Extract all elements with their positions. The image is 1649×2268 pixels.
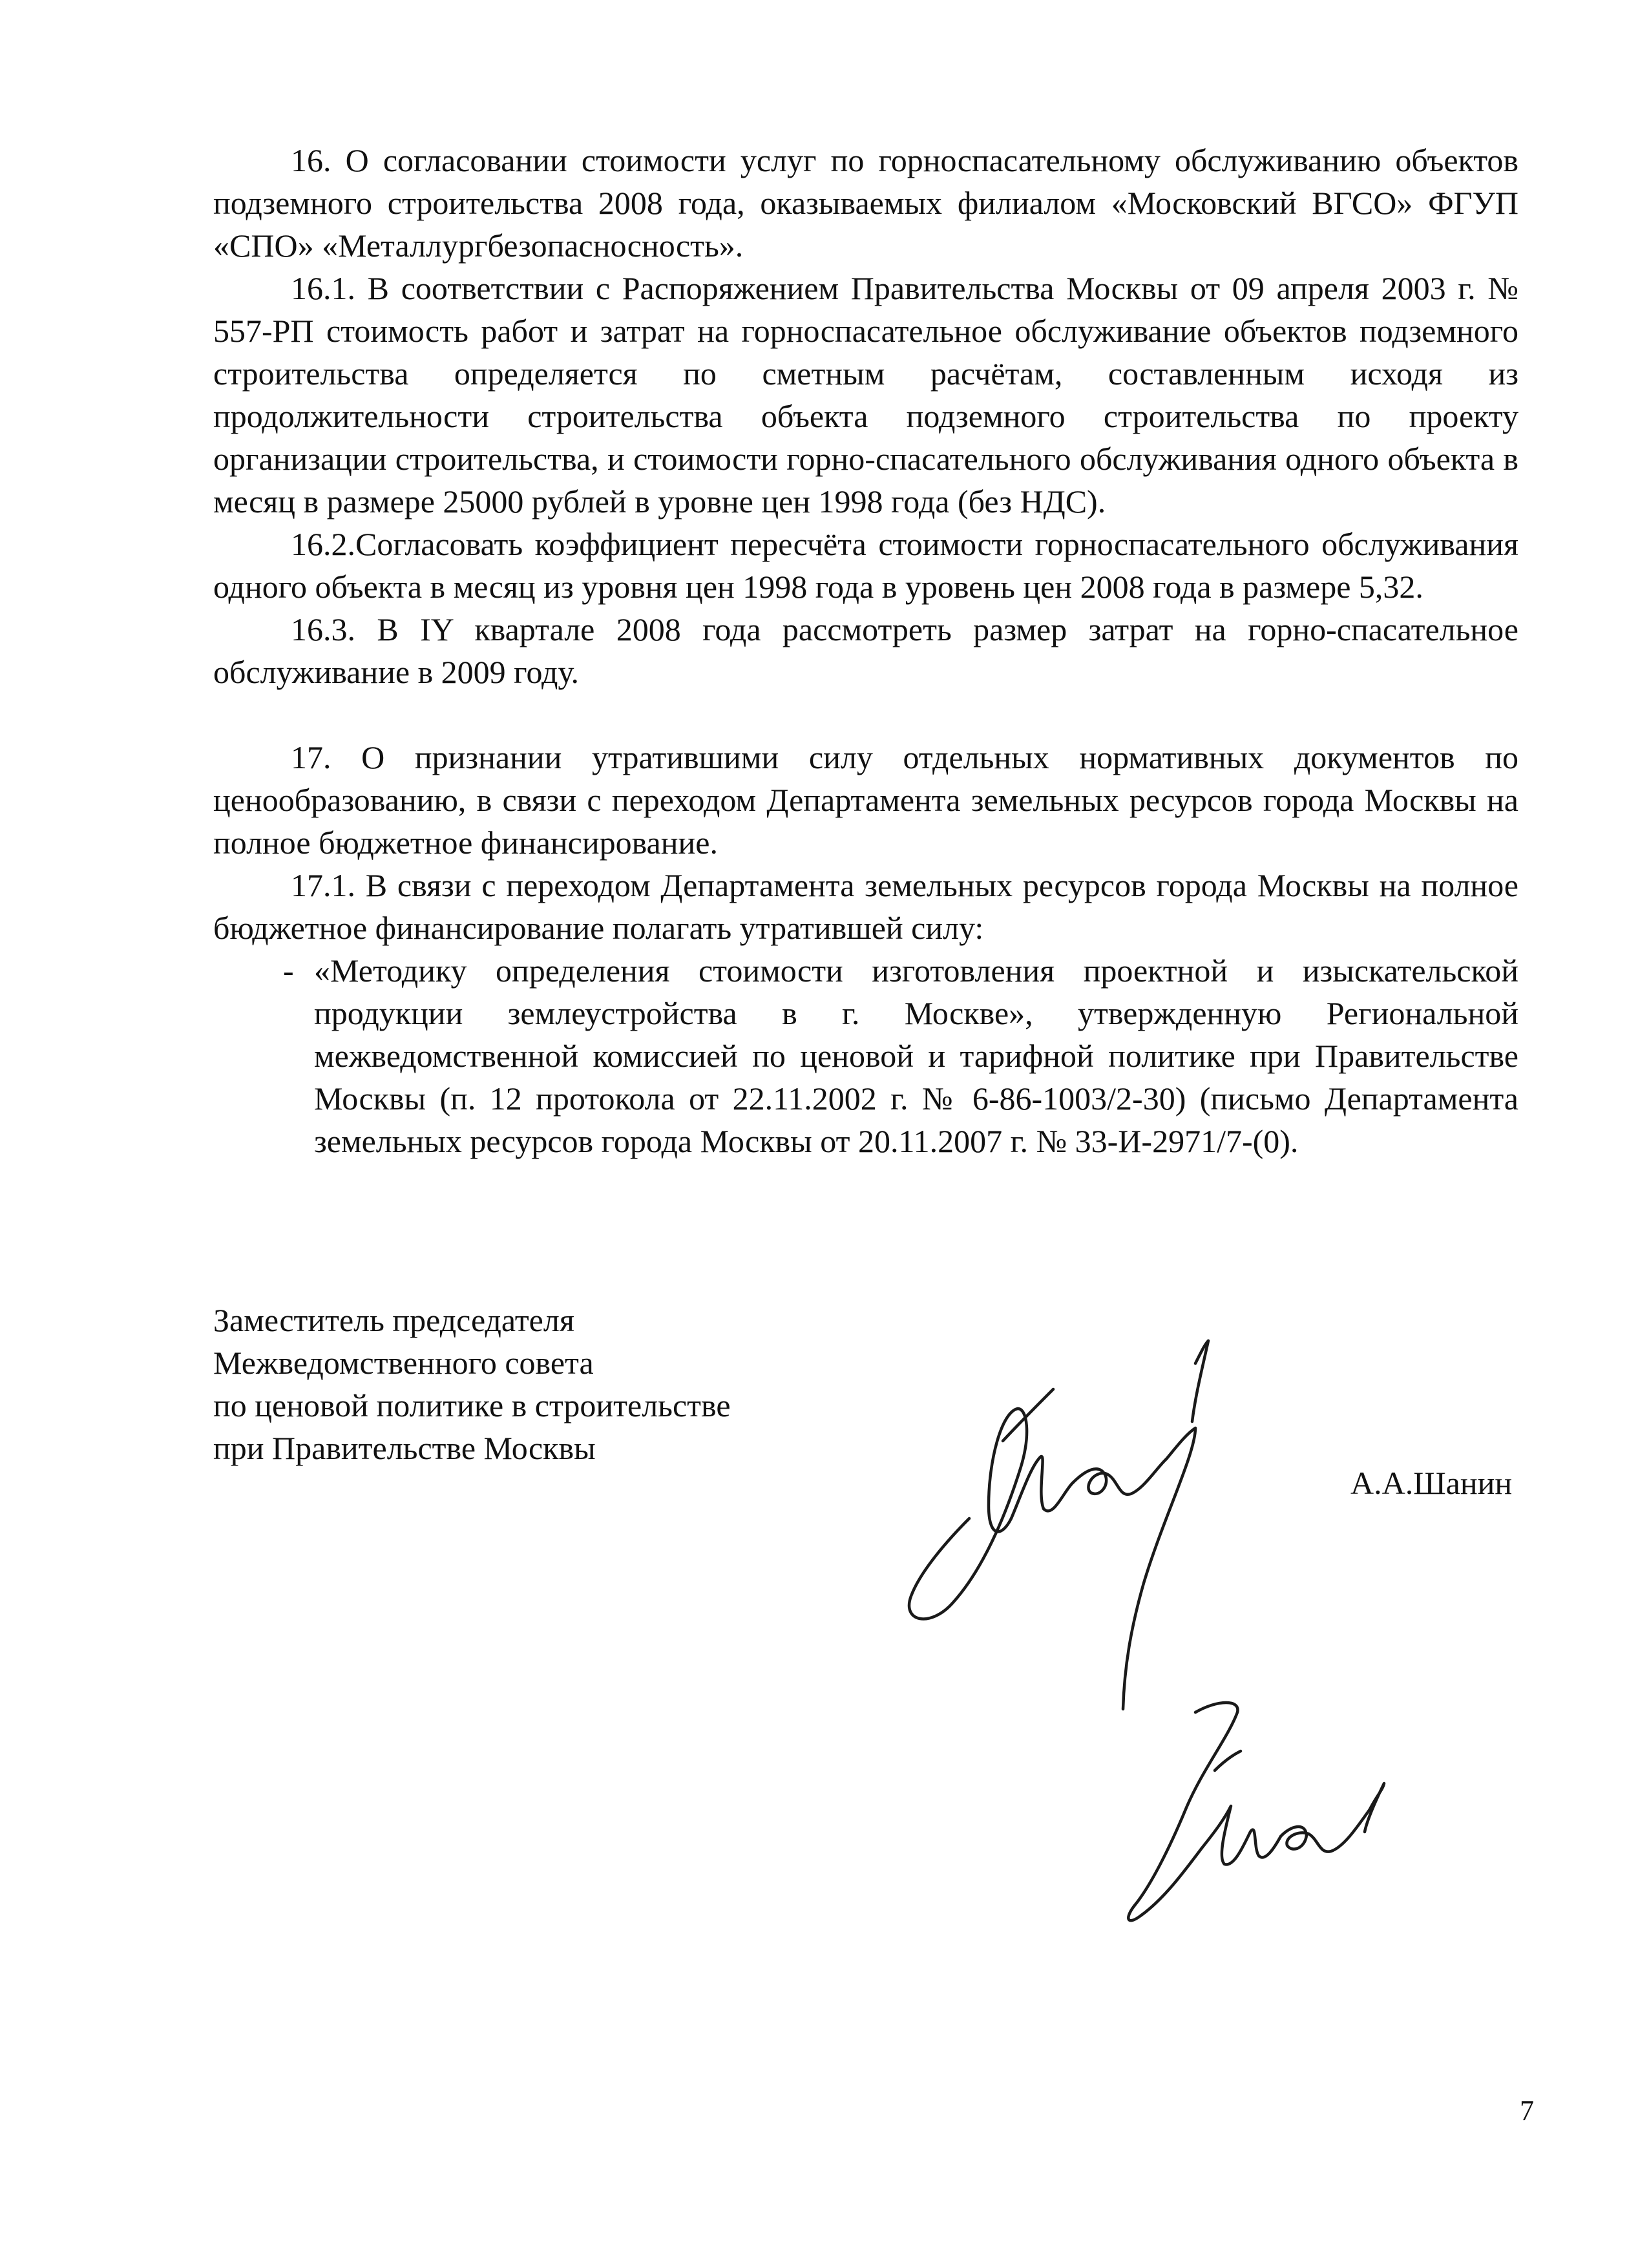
- handwritten-signature: [892, 1325, 1279, 1725]
- signatory-title-line: по ценовой политике в строительстве: [213, 1387, 731, 1423]
- paragraph-16-2: 16.2.Согласовать коэффициент пересчёта стоимости горноспасательного обслуживания одного объекта в месяц из уровня цен 1998 года в уровень цен 2008 года в размере 5,32.: [213, 526, 1518, 605]
- bullet-marker: -: [283, 952, 294, 989]
- bullet-item: [283, 949, 1518, 1162]
- signatory-title-line: Заместитель председателя: [213, 1302, 574, 1338]
- paragraph-16-1: 16.1. В соответствии с Распоряжением Правительства Москвы от 09 апреля 2003 г. № 557-РП стоимость работ и затрат на горноспасательное обслуживание объектов подземного строительства определяется по сметным расчётам, составленным исходя из продолжительности строительства объекта подземного строительства по проекту организации строительства, и стоимости горно-спасательного обслуживания одного объекта в месяц в размере 25000 рублей в уровне цен 1998 года (без НДС).: [213, 270, 1518, 520]
- paragraph-17: 17. О признании утратившими силу отдельных нормативных документов по ценообразованию, в связи с переходом Департамента земельных ресурсов города Москвы на полное бюджетное финансирование.: [213, 739, 1518, 861]
- signatory-title-line: при Правительстве Москвы: [213, 1430, 596, 1466]
- document-body: [213, 139, 1518, 1162]
- handwritten-signature-initials: [1111, 1693, 1415, 1938]
- paragraph-16: 16. О согласовании стоимости услуг по горноспасательному обслуживанию объектов подземного строительства 2008 года, оказываемых филиалом «Московский ВГСО» ФГУП «СПО» «Металлургбезопасносность».: [213, 142, 1518, 264]
- signer-name: А.А.Шанин: [1350, 1465, 1513, 1501]
- bullet-text: «Методику определения стоимости изготовления проектной и изыскательской продукции землеустройства в г. Москве», утвержденную Региональной межведомственной комиссией по ценовой и тарифной политике при Правительстве Москвы (п. 12 протокола от 22.11.2002 г. № 6-86-1003/2-30) (письмо Департамента земельных ресурсов города Москвы от 20.11.2007 г. № 33-И-2971/7-(0).: [314, 952, 1518, 1159]
- page-number: 7: [1520, 2095, 1534, 2126]
- paragraph-17-1: 17.1. В связи с переходом Департамента земельных ресурсов города Москвы на полное бюджетное финансирование полагать утратившей силу:: [213, 867, 1518, 946]
- paragraph-16-3: 16.3. В IY квартале 2008 года рассмотреть размер затрат на горно-спасательное обслуживание в 2009 году.: [213, 611, 1518, 690]
- signatory-title-line: Межведомственного совета: [213, 1345, 594, 1381]
- signatory-title: [213, 1299, 731, 1469]
